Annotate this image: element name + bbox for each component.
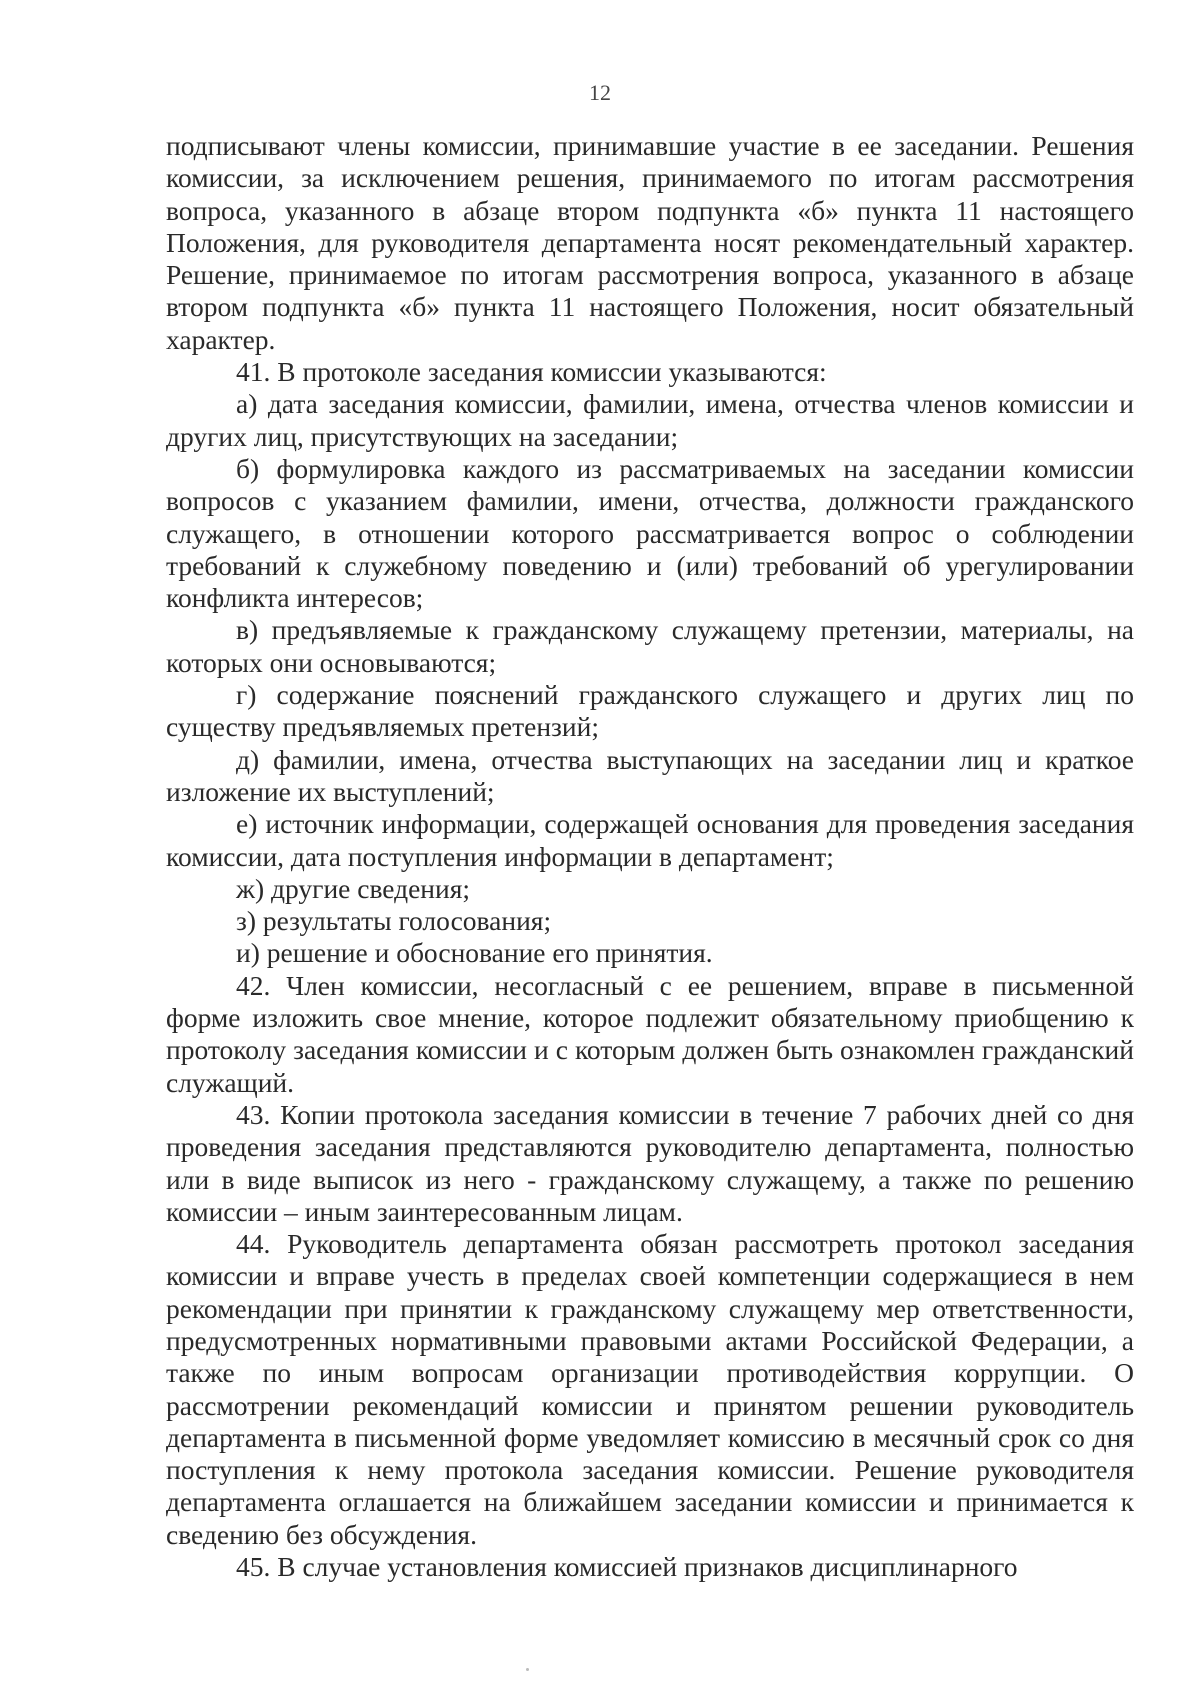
paragraph: 44. Руководитель департамента обязан рассмотреть протокол заседания комиссии и вправе учесть в пределах своей компетенции содержащиеся в нем рекомендации при принятии к гражданскому служащему мер ответственности, предусмотренных нормативными правовыми актами Российской Федерации, а также по иным вопросам организации противодействия коррупции. О рассмотрении рекомендаций комиссии и принятом решении руководитель департамента в письменной форме уведомляет комиссию в месячный срок со дня поступления к нему протокола заседания комиссии. Решение руководителя департамента оглашается на ближайшем заседании комиссии и принимается к сведению без обсуждения. bbox=[166, 1228, 1134, 1550]
paragraph: 42. Член комиссии, несогласный с ее решением, вправе в письменной форме изложить свое мнение, которое подлежит обязательному приобщению к протоколу заседания комиссии и с которым должен быть ознакомлен гражданский служащий. bbox=[166, 969, 1134, 1098]
paragraph: е) источник информации, содержащей основания для проведения заседания комиссии, дата поступления информации в департамент; bbox=[166, 808, 1134, 872]
page-number: 12 bbox=[589, 80, 611, 105]
paragraph: д) фамилии, имена, отчества выступающих на заседании лиц и краткое изложение их выступлений; bbox=[166, 743, 1134, 807]
paragraph: в) предъявляемые к гражданскому служащему претензии, материалы, на которых они основываются; bbox=[166, 614, 1134, 678]
paragraph: 45. В случае установления комиссией признаков дисциплинарного bbox=[236, 1551, 1018, 1583]
paragraph: 41. В протоколе заседания комиссии указываются: bbox=[236, 356, 827, 388]
document-body bbox=[166, 130, 1134, 1583]
paragraph: б) формулировка каждого из рассматриваемых на заседании комиссии вопросов с указанием фамилии, имени, отчества, должности гражданского служащего, в отношении которого рассматривается вопрос о соблюдении требований к служебному поведению и (или) требований об урегулировании конфликта интересов; bbox=[166, 452, 1134, 614]
paragraph: а) дата заседания комиссии, фамилии, имена, отчества членов комиссии и других лиц, присутствующих на заседании; bbox=[166, 388, 1134, 452]
paragraph: з) результаты голосования; bbox=[236, 905, 552, 937]
scan-speck bbox=[526, 1668, 529, 1671]
paragraph: подписывают члены комиссии, принимавшие участие в ее заседании. Решения комиссии, за исключением решения, принимаемого по итогам рассмотрения вопроса, указанного в абзаце втором подпункта «б» пункта 11 настоящего Положения, для руководителя департамента носят рекомендательный характер. Решение, принимаемое по итогам рассмотрения вопроса, указанного в абзаце втором подпункта «б» пункта 11 настоящего Положения, носит обязательный характер. bbox=[166, 130, 1134, 355]
paragraph: г) содержание пояснений гражданского служащего и других лиц по существу предъявляемых претензий; bbox=[166, 679, 1134, 743]
paragraph: 43. Копии протокола заседания комиссии в течение 7 рабочих дней со дня проведения заседания представляются руководителю департамента, полностью или в виде выписок из него - гражданскому служащему, а также по решению комиссии – иным заинтересованным лицам. bbox=[166, 1098, 1134, 1227]
paragraph: и) решение и обоснование его принятия. bbox=[236, 937, 713, 969]
paragraph: ж) другие сведения; bbox=[236, 872, 471, 904]
